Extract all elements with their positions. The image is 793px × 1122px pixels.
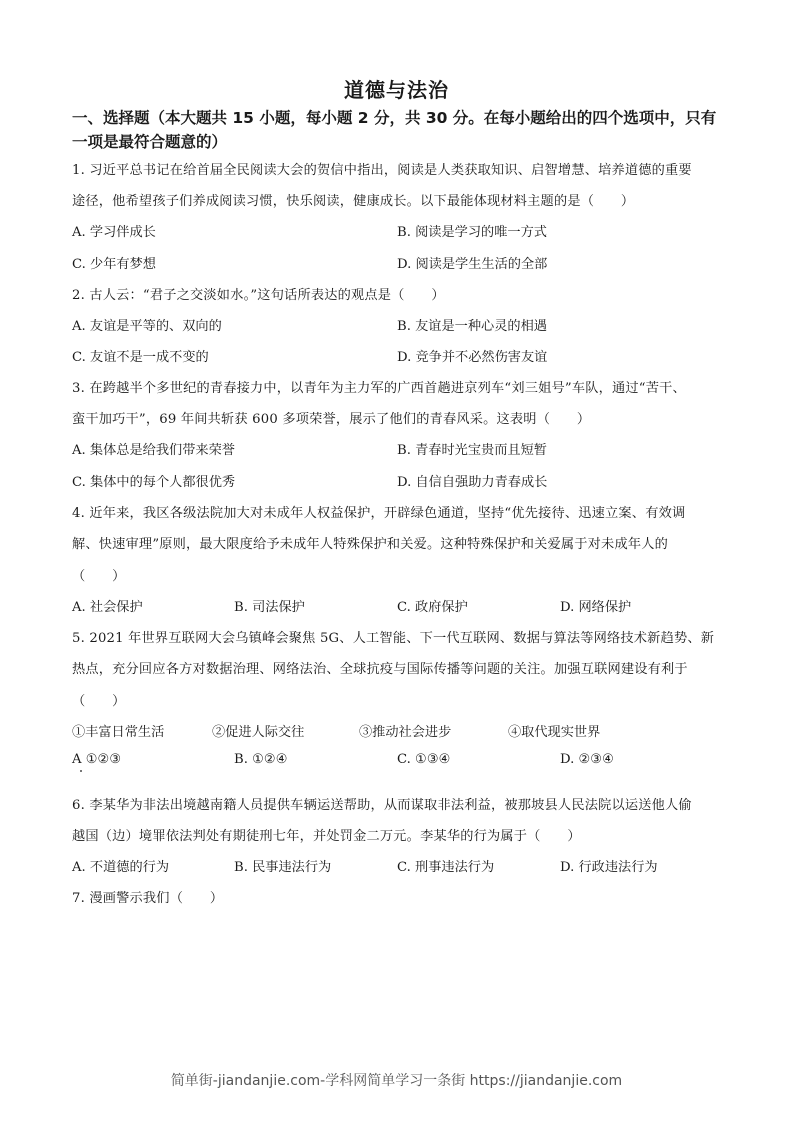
question-stem: 1. 习近平总书记在给首届全民阅读大会的贺信中指出，阅读是人类获取知识、启智增慧、培养道德的重要 [72,163,692,178]
option-d: D. 网络保护 [560,600,632,615]
option-c: C. 政府保护 [397,600,468,615]
question-stem: 4. 近年来，我区各级法院加大对未成年人权益保护，开辟绿色通道，坚持“优先接待、迅速立案、有效调 [72,506,686,521]
option-a: A. 学习伴成长 [72,225,156,240]
question-stem: 越国（边）境罪依法判处有期徒刑七年，并处罚金二万元。李某华的行为属于（ ） [72,829,581,844]
question-stem: 途径，他希望孩子们养成阅读习惯，快乐阅读，健康成长。以下最能体现材料主题的是（ ） [72,194,635,209]
page-title: 道德与法治 [344,78,449,102]
statement-3: ③推动社会进步 [359,725,452,740]
statement-4: ④取代现实世界 [508,725,601,740]
question-stem: （ ） [72,569,126,584]
option-a: A. 集体总是给我们带来荣誉 [72,443,235,458]
option-d: D. ②③④ [560,752,614,767]
option-b: B. 青春时光宝贵而且短暂 [397,443,547,458]
question-stem: 蛮干加巧干”，69 年间共斩获 600 多项荣誉，展示了他们的青春风采。这表明（ ） [72,412,591,427]
option-c: C. 友谊不是一成不变的 [72,350,209,365]
option-d: D. 阅读是学生生活的全部 [397,257,548,272]
option-b: B. 民事违法行为 [234,860,332,875]
statement-1: ①丰富日常生活 [72,725,165,740]
option-c: C. 少年有梦想 [72,257,156,272]
option-c: C. 刑事违法行为 [397,860,495,875]
option-b: B. 友谊是一种心灵的相遇 [397,319,547,334]
question-stem: 2. 古人云：“君子之交淡如水。”这句话所表达的观点是（ ） [72,288,445,303]
question-stem: 6. 李某华为非法出境越南籍人员提供车辆运送帮助，从而谋取非法利益，被那坡县人民法院以运送他人偷 [72,798,692,813]
question-stem: 7. 漫画警示我们（ ） [72,891,224,906]
stray-dot-mark [80,770,82,772]
option-d: D. 自信自强助力青春成长 [397,475,548,490]
option-c: C. ①③④ [397,752,451,767]
question-stem: 5. 2021 年世界互联网大会乌镇峰会聚焦 5G、人工智能、下一代互联网、数据与算法等网络技术新趋势、新 [72,631,715,646]
question-stem: 热点，充分回应各方对数据治理、网络法治、全球抗疫与国际传播等问题的关注。加强互联网建设有利于 [72,662,688,677]
option-d: D. 行政违法行为 [560,860,658,875]
question-stem: 解、快速审理”原则，最大限度给予未成年人特殊保护和关爱。这种特殊保护和关爱属于对未成年人的 [72,537,668,552]
option-a: A ①②③ [72,752,122,767]
section-heading-line1: 一、选择题（本大题共 15 小题，每小题 2 分，共 30 分。在每小题给出的四个选项中，只有 [72,109,717,127]
question-stem: （ ） [72,694,126,709]
option-b: B. ①②④ [234,752,288,767]
statement-2: ②促进人际交往 [212,725,305,740]
option-a: A. 不道德的行为 [72,860,170,875]
option-b: B. 阅读是学习的唯一方式 [397,225,547,240]
option-d: D. 竞争并不必然伤害友谊 [397,350,548,365]
option-a: A. 友谊是平等的、双向的 [72,319,222,334]
question-stem: 3. 在跨越半个多世纪的青春接力中，以青年为主力军的广西首趟进京列车“刘三姐号”车队，通过“苦干、 [72,381,686,396]
section-heading-line2: 一项是最符合题意的） [72,133,228,151]
option-c: C. 集体中的每个人都很优秀 [72,475,236,490]
option-b: B. 司法保护 [234,600,305,615]
footer-watermark: 简单街-jiandanjie.com-学科网简单学习一条街 https://jiandanjie.com [170,1073,623,1089]
option-a: A. 社会保护 [72,600,143,615]
